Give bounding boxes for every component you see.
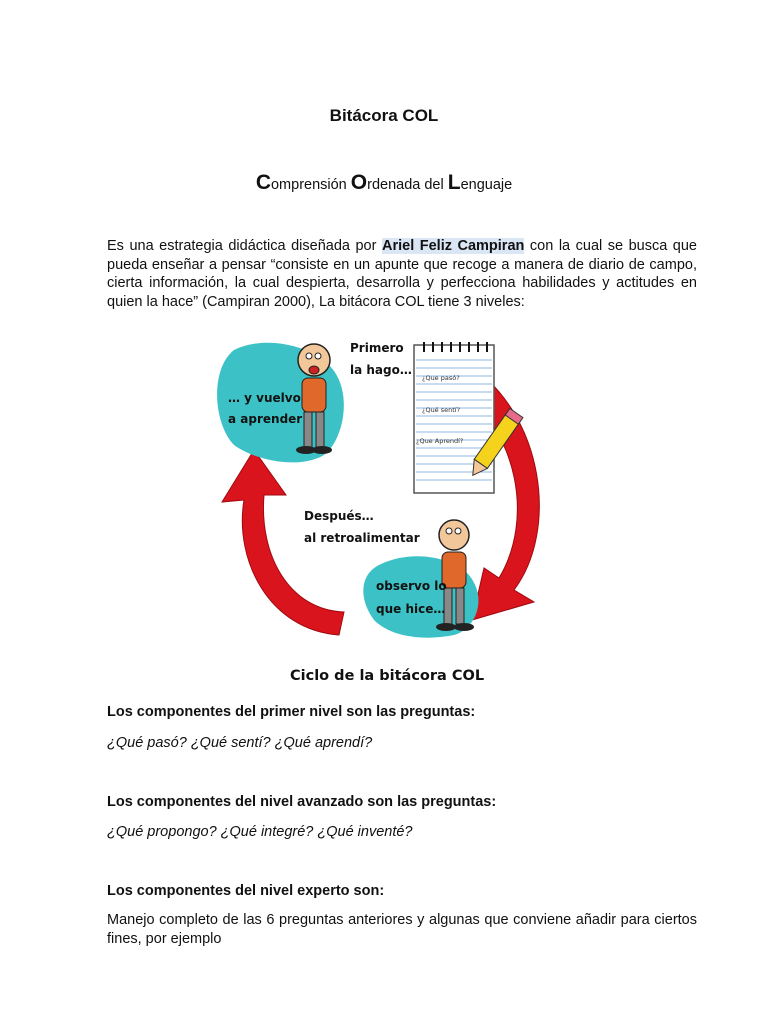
note-question-3: ¿Que Aprendí? <box>416 437 464 445</box>
label-primero-2: la hago… <box>350 363 412 377</box>
label-vuelvo-1: … y vuelvo <box>228 391 301 405</box>
subtitle-l-letter: L <box>447 171 461 194</box>
figure-caption: Ciclo de la bitácora COL <box>290 668 485 684</box>
intro-author: Ariel Feliz Campiran <box>381 238 525 254</box>
intro-before: Es una estrategia didáctica diseñada por <box>107 238 382 254</box>
level1-heading: Los componentes del primer nivel son las preguntas: <box>107 704 476 720</box>
subtitle-o-letter: O <box>350 171 368 194</box>
level3-text: Manejo completo de las 6 preguntas anteriores y algunas que conviene añadir para ciertos fines, por ejemplo <box>107 912 697 947</box>
note-question-2: ¿Qué sentí? <box>422 406 461 414</box>
level2-questions: ¿Qué propongo? ¿Qué integré? ¿Qué inventé? <box>107 824 413 840</box>
intro-after: con la cual se busca que pueda enseñar a pensar “consiste en un apunte que recoge a manera de diario de campo, cierta información, la cual despierta, desarrolla y perfecciona habilidades y actitudes en quien la hace” (Campiran 2000), La bitácora COL tiene 3 niveles: <box>107 238 697 310</box>
document-title: Bitácora COL <box>329 106 439 125</box>
subtitle-c-letter: C <box>255 171 271 194</box>
label-despues-1: Después… <box>304 509 374 523</box>
subtitle-o-rest: rdenada del <box>367 177 448 193</box>
label-primero-1: Primero <box>350 341 404 355</box>
document-subtitle <box>0 171 768 195</box>
subtitle-l-rest: enguaje <box>460 177 513 193</box>
note-question-1: ¿Que pasó? <box>422 374 460 382</box>
level3-heading: Los componentes del nivel experto son: <box>107 883 385 899</box>
label-observo-2: que hice… <box>376 602 446 616</box>
label-vuelvo-2: a aprender <box>228 412 303 426</box>
label-observo-1: observo lo <box>376 579 447 593</box>
col-cycle-illustration <box>214 330 554 690</box>
label-despues-2: al retroalimentar <box>304 531 420 545</box>
intro-paragraph <box>107 237 697 311</box>
level1-questions: ¿Qué pasó? ¿Qué sentí? ¿Qué aprendí? <box>107 735 373 751</box>
level2-heading: Los componentes del nivel avanzado son las preguntas: <box>107 794 497 810</box>
subtitle-c-rest: omprensión <box>270 177 351 193</box>
